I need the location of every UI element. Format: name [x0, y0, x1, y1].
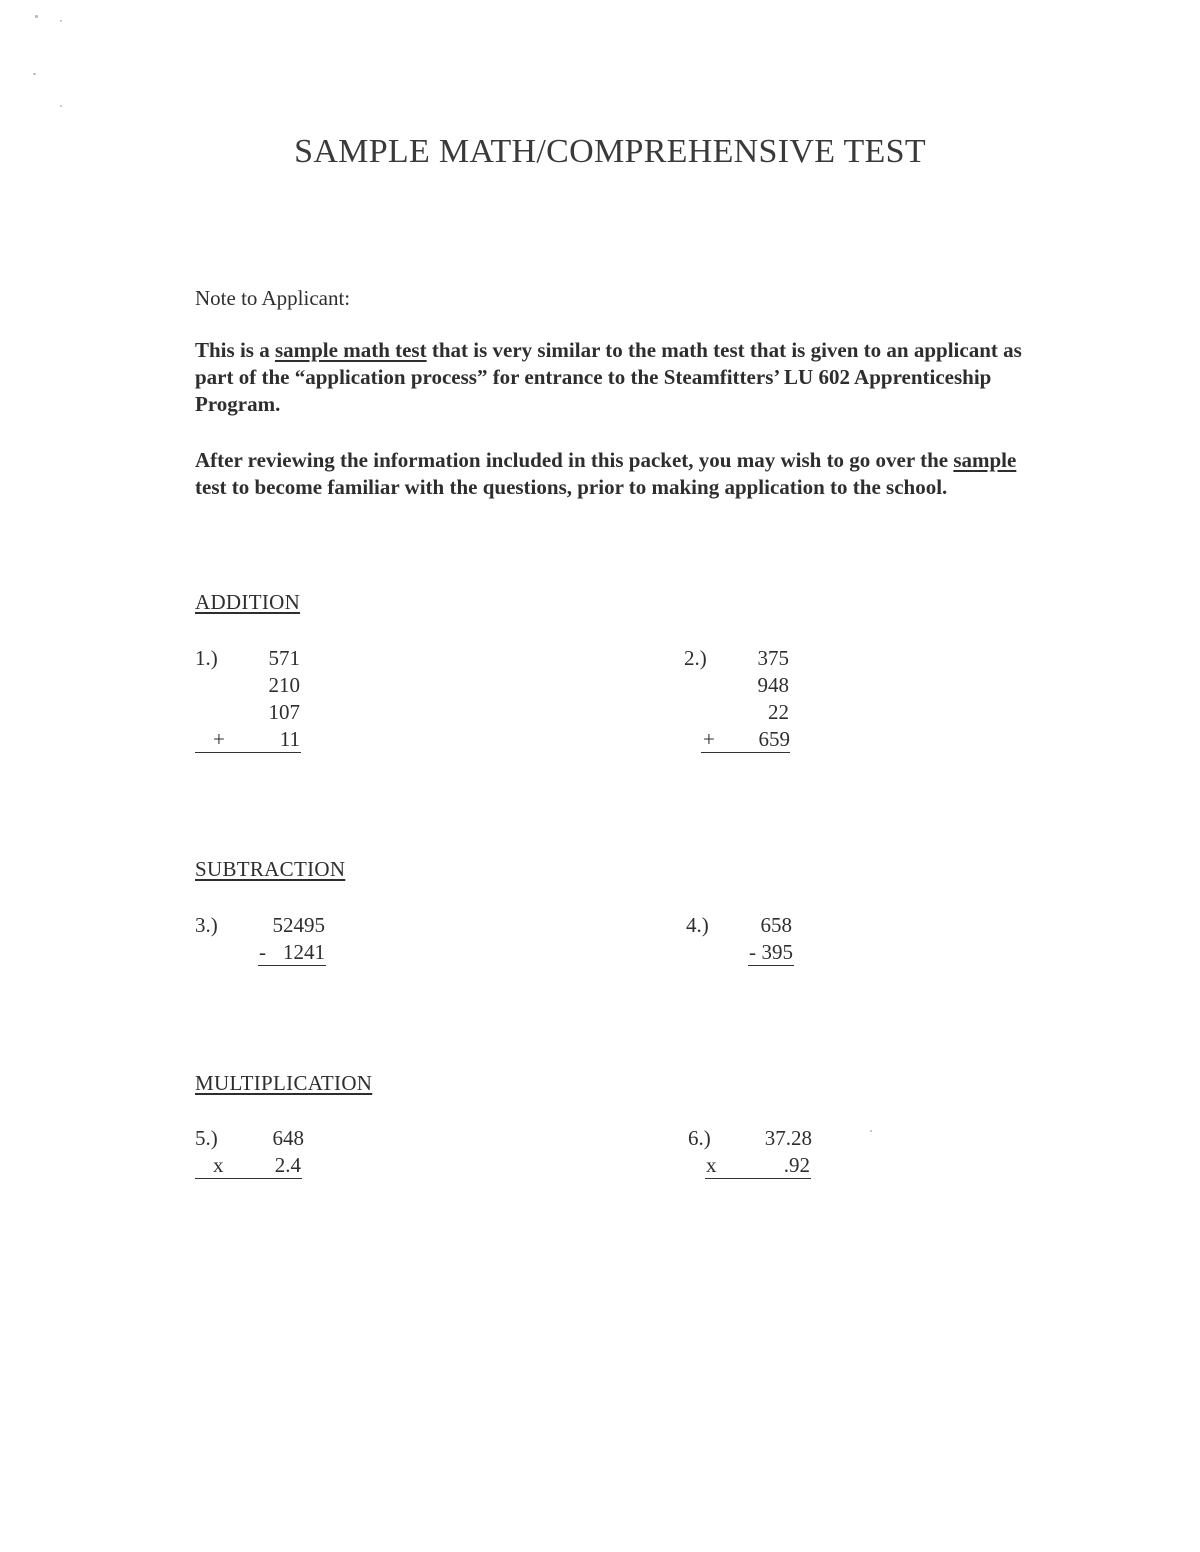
- operand-stack: [273, 1125, 305, 1152]
- operand: 658: [760, 913, 792, 937]
- operator-sign: +: [703, 727, 715, 751]
- operand: 375: [757, 646, 789, 670]
- instructions-text-1: After reviewing the information included in this packet, you may wish to go over the: [195, 448, 954, 472]
- operator-sign: -: [259, 940, 266, 964]
- operand: 2.4: [274, 1153, 301, 1177]
- operand-stack: [269, 645, 301, 726]
- operand: 11: [279, 727, 300, 751]
- operator-line: [748, 939, 794, 966]
- instructions-text-2: test to become familiar with the questions, prior to making application to the school.: [195, 475, 948, 499]
- operand: 948: [757, 673, 789, 697]
- section-addition: ADDITION: [195, 590, 301, 614]
- page-title: SAMPLE MATH/COMPREHENSIVE TEST: [294, 133, 926, 170]
- problem-3: [195, 912, 330, 972]
- operand: 648: [272, 1126, 304, 1150]
- operator-sign: -: [749, 940, 756, 964]
- operator-sign: x: [213, 1153, 224, 1177]
- problem-number: 5.): [195, 1126, 218, 1150]
- operand: 395: [761, 940, 793, 964]
- operand: 37.28: [764, 1126, 812, 1150]
- operand: 1241: [283, 940, 325, 964]
- operator-line: [258, 939, 326, 966]
- problem-4: [686, 912, 796, 972]
- operator-line: [195, 726, 301, 753]
- section-multiplication: MULTIPLICATION: [195, 1071, 373, 1095]
- operator-line: [195, 1152, 302, 1179]
- intro-underlined: sample math test: [274, 338, 427, 362]
- answer-underline: [701, 752, 790, 753]
- note-label: Note to Applicant:: [195, 286, 351, 310]
- problem-number: 3.): [195, 913, 218, 937]
- instructions-underlined: sample: [953, 448, 1017, 472]
- problem-number: 6.): [688, 1126, 711, 1150]
- intro-text-1: This is a: [195, 338, 275, 362]
- operator-line: [705, 1152, 811, 1179]
- problem-number: 2.): [684, 646, 707, 670]
- operand: .92: [783, 1153, 810, 1177]
- operator-sign: +: [213, 727, 225, 751]
- problem-number: 4.): [686, 913, 709, 937]
- operand: 210: [268, 673, 300, 697]
- instructions-paragraph: [195, 447, 1035, 501]
- operand: 107: [268, 700, 300, 724]
- operand-stack: [273, 912, 326, 939]
- problem-1: [195, 645, 305, 755]
- operand: 571: [268, 646, 300, 670]
- operand-stack: [761, 912, 793, 939]
- operand: 22: [768, 700, 789, 724]
- intro-text-2: that is very similar to the math test that is given to an applicant as part of the “application process” for entrance to the Steamfitters’ LU 602 Apprenticeship Program.: [195, 338, 1022, 416]
- operand-stack: [765, 1125, 812, 1152]
- operand: 52495: [272, 913, 325, 937]
- problem-number: 1.): [195, 646, 218, 670]
- problem-2: [684, 645, 794, 755]
- operand: 659: [758, 727, 790, 751]
- operator-sign: x: [706, 1153, 717, 1177]
- section-subtraction: SUBTRACTION: [195, 857, 346, 881]
- problem-6: [688, 1125, 818, 1185]
- operand-stack: [758, 645, 790, 726]
- operator-line: [701, 726, 790, 752]
- problem-5: [195, 1125, 310, 1185]
- intro-paragraph: [195, 337, 1035, 418]
